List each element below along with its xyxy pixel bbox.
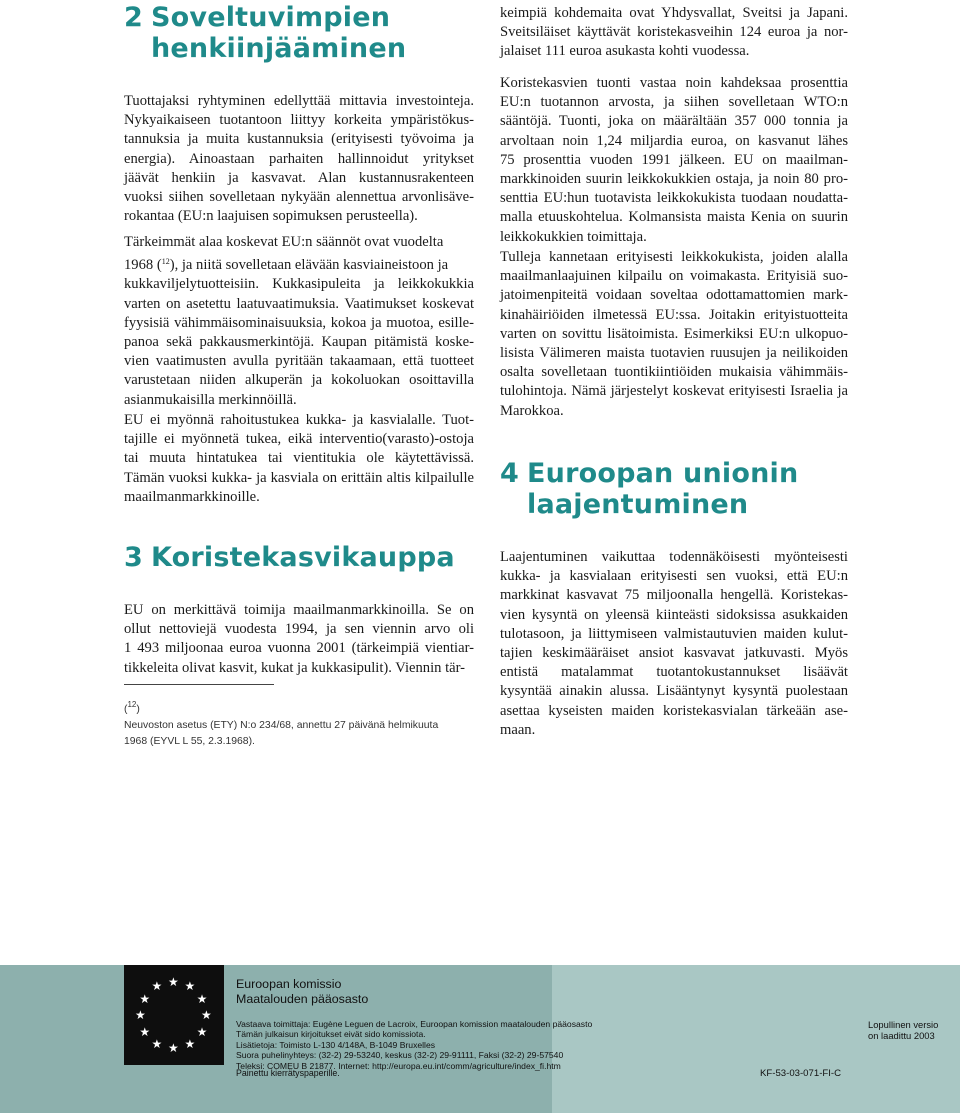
- text-line: kinahäiriöiden ilmetessä EU:ssa. Joitakin erityistuotteita: [500, 306, 848, 323]
- text-line: vien kysyntä on yleensä kiinteästi sidoksissa asukkaiden: [500, 606, 848, 623]
- text-line: leikkokukkien toimittaja.: [500, 228, 647, 245]
- footer-org: [236, 977, 368, 1007]
- text-line: kysyntää ainakin alussa. Lisääntynyt kysyntä puolestaan: [500, 683, 848, 700]
- star-icon: ★: [151, 979, 163, 994]
- paragraph: [500, 548, 848, 740]
- footnote-text: [124, 718, 459, 750]
- text-line: Koristekasvien tuonti vastaa noin kahdeksaa prosenttia: [500, 75, 848, 91]
- text-line: [124, 252, 474, 275]
- version-line: on laadittu 2003: [868, 1030, 935, 1041]
- text-line: tajille ei myönnetä tukea, eikä interventio(varasto)-ostoja: [124, 431, 474, 448]
- text-span: ), ja niitä sovelletaan elävään kasviaineistoon ja: [169, 257, 449, 274]
- section-title-line: henkiinjääminen: [151, 33, 407, 64]
- text-line: lisista Välimeren maista tuotavien ruusujen ja neilikoiden: [500, 345, 848, 362]
- text-line: ollut nettoviejä vuodesta 1994, ja sen viennin arvo oli: [124, 621, 474, 638]
- text-line: tajien keskimääräiset ansiot kasvavat jatkuvasti. Myös: [500, 645, 848, 662]
- text-line: asianmukaisilla merkinnöillä.: [124, 391, 297, 408]
- footer-paper-note: Painettu kierrätyspaperille.: [236, 1068, 340, 1078]
- text-line: EU on merkittävä toimija maailmanmarkkinoilla. Se on: [124, 602, 474, 618]
- text-line: maailmanlaajuinen kilpailu on voimakasta. Erityisiä suo-: [500, 268, 848, 285]
- text-line: kukka- ja kasvialaan erityisesti sen vuoksi, että EU:n: [500, 568, 848, 585]
- footnote-line: Neuvoston asetus (ETY) N:o 234/68, annettu 27 päivänä helmikuuta: [124, 720, 439, 731]
- text-line: fyysisiä vähimmäisominaisuuksia, kokoa ja muotoa, esille-: [124, 314, 474, 331]
- star-icon: ★: [196, 1024, 208, 1039]
- text-line: entistä matalammat tuotantokustannukset lisäävät: [500, 664, 848, 681]
- text-line: tulohintoja. Nämä järjestelyt koskevat erityisesti Israelia ja: [500, 383, 848, 400]
- text-line: varten on sovittu lisätoimista. Esimerkiksi EU:n ulkopuo-: [500, 325, 848, 342]
- text-line: asettaa kyseisten maiden koristekasvialan tärkeään ase-: [500, 702, 848, 719]
- footer-details: [236, 1019, 592, 1071]
- paragraph: [124, 411, 474, 507]
- section-number: 4: [500, 458, 519, 489]
- footnote-line: 1968 (EYVL L 55, 2.3.1968).: [124, 736, 255, 747]
- section-number: 2: [124, 2, 143, 33]
- text-line: Tuottajaksi ryhtyminen edellyttää mittavia investointeja.: [124, 93, 474, 109]
- text-line: varten on asetettu laatuvaatimuksia. Vaatimukset koskevat: [124, 295, 474, 312]
- paragraph: [500, 248, 848, 421]
- text-line: Laajentuminen vaikuttaa todennäköisesti myönteisesti: [500, 549, 848, 565]
- star-icon: ★: [201, 1008, 212, 1022]
- text-line: sääntöjä. Tuonti, joka on määrältään 357 000 tonnia ja: [500, 113, 848, 130]
- org-name: Euroopan komissio: [236, 977, 342, 991]
- star-icon: ★: [135, 1008, 146, 1022]
- paragraph: [124, 601, 474, 678]
- text-line: tikkeleita olivat kasvit, kukat ja kukkasipulit). Viennin tär-: [124, 659, 466, 676]
- text-line: energia). Ainoastaan parhaiten hallinnoidut yritykset: [124, 150, 474, 167]
- text-line: markkinat kasvavat 75 miljoonalla hengellä. Koristekas-: [500, 587, 848, 604]
- text-line: Tämän vuoksi kukka- ja kasviala on erittäin altis kilpailulle: [124, 469, 474, 486]
- section-2-heading: [124, 2, 406, 64]
- footer-detail-line: Suora puhelinyhteys: (32-2) 29-53240, keskus (32-2) 29-91111, Faksi (32-2) 29-57540: [236, 1050, 564, 1061]
- star-icon: ★: [184, 1036, 196, 1051]
- footer-version: [868, 1019, 938, 1041]
- text-line: tulotasoon, ja liittymiseen valmistautuvien maiden kulut-: [500, 625, 848, 642]
- footer-detail-line: Vastaava toimittaja: Eugène Leguen de Lacroix, Euroopan komission maatalouden pääosasto: [236, 1019, 593, 1029]
- text-line: jatoimenpiteitä voidaan soveltaa odottamattomien mark-: [500, 287, 848, 304]
- footer-detail-line: Tämän julkaisun kirjoitukset eivät sido komissiota.: [236, 1029, 426, 1040]
- text-line: rokantaa (EU:n laajuisen sopimuksen perusteella).: [124, 208, 418, 225]
- star-icon: ★: [196, 991, 208, 1006]
- text-line: malla etuuskohtelua. Kolmansista maista Kenia on suurin: [500, 209, 848, 226]
- org-department: Maatalouden pääosasto: [236, 992, 369, 1006]
- paragraph: [124, 233, 474, 410]
- text-line: keimpiä kohdemaita ovat Yhdysvallat, Sveitsi ja Japani.: [500, 5, 848, 21]
- section-4-heading: [500, 458, 798, 520]
- text-line: Tulleja kannetaan erityisesti leikkokukista, joiden alalla: [500, 249, 848, 265]
- footnote-marker: ($^{12}$): [124, 700, 140, 715]
- paragraph: [124, 92, 474, 226]
- text-line: Nykyaikaiseen tuotantoon liittyy korkeita ympäristökus-: [124, 112, 474, 129]
- text-span: 1968 (: [124, 257, 162, 274]
- text-line: maan.: [500, 721, 536, 738]
- text-line: kukkaviljelytuotteisiin. Kukkasipuleita ja leikkokukkia: [124, 276, 474, 293]
- version-line: Lopullinen versio: [868, 1019, 939, 1030]
- paragraph: [500, 4, 848, 62]
- footnote-ref[interactable]: 12: [161, 257, 170, 267]
- text-line: maailmanmarkkinoille.: [124, 488, 260, 505]
- text-line: varustetaan niiden alkuperän ja kokoluokan osoittavilla: [124, 372, 474, 389]
- text-line: 75 prosenttia vuoden 1991 jälkeen. EU on maailman-: [500, 151, 848, 168]
- star-icon: ★: [168, 975, 179, 989]
- section-title-line: Koristekasvikauppa: [151, 542, 455, 573]
- section-title-line: Euroopan unionin: [527, 458, 799, 489]
- text-line: vien vaatimusten avulla pyritään takaamaan, että tuotteet: [124, 353, 474, 370]
- text-line: EU:n tuotannon arvosta, ja siihen sovelletaan WTO:n: [500, 94, 848, 111]
- text-line: vuoksi siihen sovelletaan nykyään alennettua arvonlisäve-: [124, 189, 474, 206]
- star-icon: ★: [139, 991, 151, 1006]
- text-line: senttia EU:hun tuotavista leikkokukista tuodaan noudatta-: [500, 190, 848, 207]
- text-line: EU ei myönnä rahoitustukea kukka- ja kasvialalle. Tuot-: [124, 412, 474, 428]
- footnote: [124, 697, 474, 750]
- star-icon: ★: [184, 979, 196, 994]
- text-line: markkinoiden suurin leikkokukkien ostaja, ja noin 80 pro-: [500, 171, 848, 188]
- section-title-line: Soveltuvimpien: [151, 2, 391, 33]
- text-line: tai muuta hintatukea tai vientitukia ole käytettävissä.: [124, 450, 474, 467]
- catalogue-code: KF-53-03-071-FI-C: [760, 1068, 842, 1079]
- text-line: osalta sovelletaan tuontikiintiöiden mukaisia vähimmäis-: [500, 364, 848, 381]
- footer-band: [0, 965, 960, 1113]
- text-line: arvoltaan noin 1,24 miljardia euroa, on kasvanut lähes: [500, 132, 848, 149]
- section-3-heading: [124, 542, 455, 573]
- eu-flag-logo: [124, 965, 224, 1065]
- footer-detail-line: Lisätietoja: Toimisto L-130 4/148A, B-1049 Bruxelles: [236, 1039, 436, 1050]
- text-line: 1 493 miljoonaa euroa vuonna 2001 (tärkeimpiä vientiar-: [124, 640, 474, 657]
- footer-detail-line: Teleksi: COMEU B 21877. Internet: http://europa.eu.int/comm/agriculture/index_fi.htm: [236, 1060, 561, 1071]
- section-title-line: laajentuminen: [527, 489, 749, 520]
- text-line: Sveitsiläiset käyttävät koristekasveihin 124 euroa ja nor-: [500, 24, 848, 41]
- text-line: Tärkeimmät alaa koskevat EU:n säännöt ovat vuodelta: [124, 234, 444, 250]
- star-icon: ★: [151, 1036, 163, 1051]
- text-line: jalaiset 111 euroa asukasta kohti vuodessa.: [500, 43, 750, 60]
- star-icon: ★: [168, 1041, 179, 1055]
- footnote-divider: [124, 684, 274, 685]
- text-line: Marokkoa.: [500, 402, 564, 419]
- section-number: 3: [124, 542, 143, 573]
- paragraph: [500, 74, 848, 247]
- text-line: tannuksia ja muita kustannuksia (erityisesti työvoima ja: [124, 131, 474, 148]
- text-line: jäävät henkiin ja kasvavat. Alan kustannusrakenteen: [124, 169, 474, 186]
- star-icon: ★: [139, 1024, 151, 1039]
- text-line: panoa sekä pakkausmerkintöjä. Kaupan pitämistä koske-: [124, 334, 474, 351]
